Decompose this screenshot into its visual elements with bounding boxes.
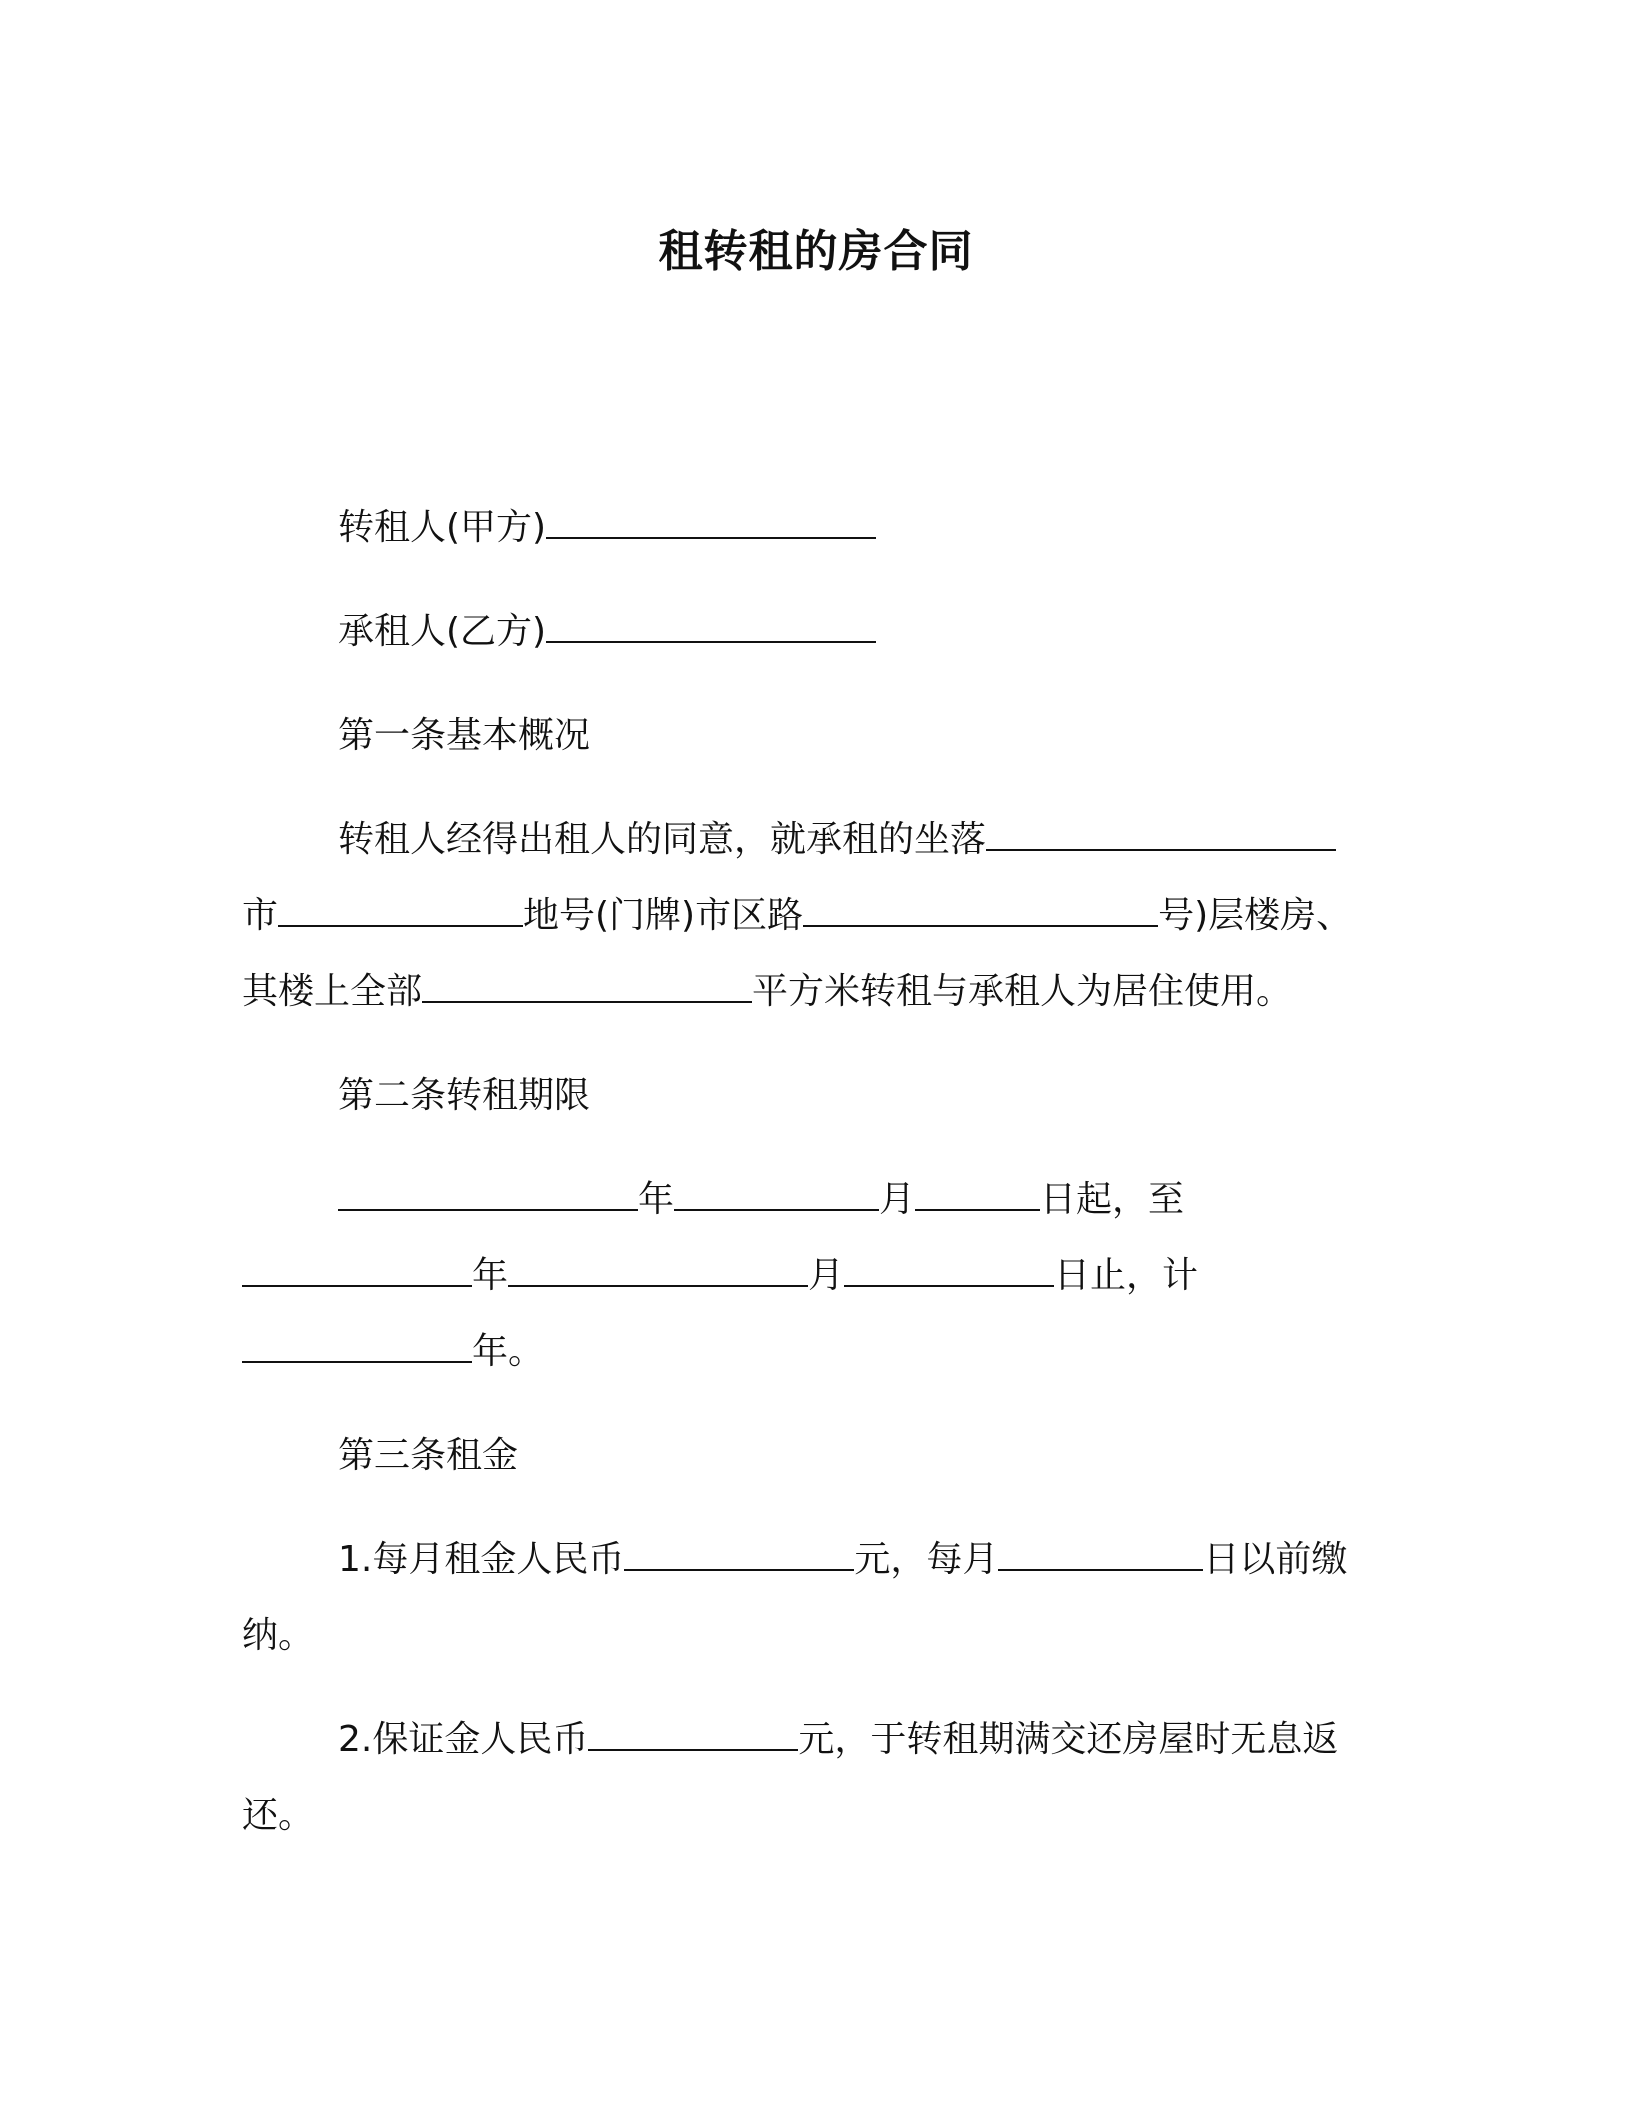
- sublessor-blank: [546, 507, 876, 539]
- article1-text-3: 地号(门牌)市区路: [523, 895, 804, 936]
- article2-line2: [242, 1238, 1392, 1314]
- article2-heading: 第二条转租期限: [338, 1075, 591, 1116]
- article3-item2-line1: [242, 1702, 1392, 1778]
- article1-text-6: 平方米转租与承租人为居住使用。: [752, 971, 1293, 1012]
- article2-start-end: 日起，至: [1040, 1179, 1185, 1220]
- article1-heading: 第一条基本概况: [338, 715, 591, 756]
- article2-year-2: 年: [472, 1255, 509, 1296]
- article2-year-1: 年: [638, 1179, 675, 1220]
- article2-month-1: 月: [879, 1179, 916, 1220]
- article3-item1-line1: [242, 1522, 1392, 1598]
- sublessee-blank: [546, 611, 876, 643]
- article3-item1-line2: 纳。: [242, 1615, 315, 1656]
- sublessor-label: 转租人(甲方): [338, 507, 547, 548]
- article1-paragraph: [242, 802, 1392, 1030]
- start-year-blank: [338, 1179, 638, 1211]
- article3-item1: [242, 1522, 1392, 1674]
- sublessee-field: [242, 594, 1392, 670]
- article2-stop-end: 日止，计: [1054, 1255, 1199, 1296]
- city-blank: [278, 895, 523, 927]
- article3-item2-line2: 还。: [242, 1795, 315, 1836]
- start-month-blank: [674, 1179, 879, 1211]
- road-blank: [803, 895, 1158, 927]
- article1-line1: [242, 802, 1392, 878]
- document-title: 租转租的房合同: [658, 226, 974, 277]
- article2-years-end: 年。: [472, 1331, 545, 1372]
- article1-text-1: 转租人经得出租人的同意，就承租的坐落: [338, 819, 987, 860]
- sublessor-field: [242, 490, 1392, 566]
- deposit-label: 2.保证金人民币: [338, 1719, 589, 1760]
- total-years-blank: [242, 1331, 472, 1363]
- article2-line3: [242, 1314, 1392, 1390]
- article2-paragraph: [242, 1162, 1392, 1390]
- end-year-blank: [242, 1255, 472, 1287]
- deposit-amount-blank: [588, 1719, 798, 1751]
- article2-line1: [242, 1162, 1392, 1238]
- article3-heading: 第三条租金: [338, 1435, 519, 1476]
- article1-line2: [242, 878, 1392, 954]
- article1-text-2: 市: [242, 895, 279, 936]
- article3-item2: [242, 1702, 1392, 1854]
- article2-month-2: 月: [808, 1255, 845, 1296]
- rent-amount-blank: [624, 1539, 854, 1571]
- sublessee-label: 承租人(乙方): [338, 611, 547, 652]
- rent-monthly-label: 元，每月: [854, 1539, 999, 1580]
- article1-line3: [242, 954, 1392, 1030]
- location-blank: [986, 819, 1336, 851]
- end-day-blank: [844, 1255, 1054, 1287]
- rent-label: 1.每月租金人民币: [338, 1539, 625, 1580]
- start-day-blank: [915, 1179, 1040, 1211]
- document-body: [242, 490, 1392, 1854]
- rent-day-blank: [998, 1539, 1203, 1571]
- article1-text-4: 号)层楼房、: [1158, 895, 1353, 936]
- deposit-return-label: 元，于转租期满交还房屋时无息返: [798, 1719, 1339, 1760]
- rent-due-label: 日以前缴: [1203, 1539, 1348, 1580]
- article1-text-5: 其楼上全部: [242, 971, 423, 1012]
- area-blank: [422, 971, 752, 1003]
- end-month-blank: [508, 1255, 808, 1287]
